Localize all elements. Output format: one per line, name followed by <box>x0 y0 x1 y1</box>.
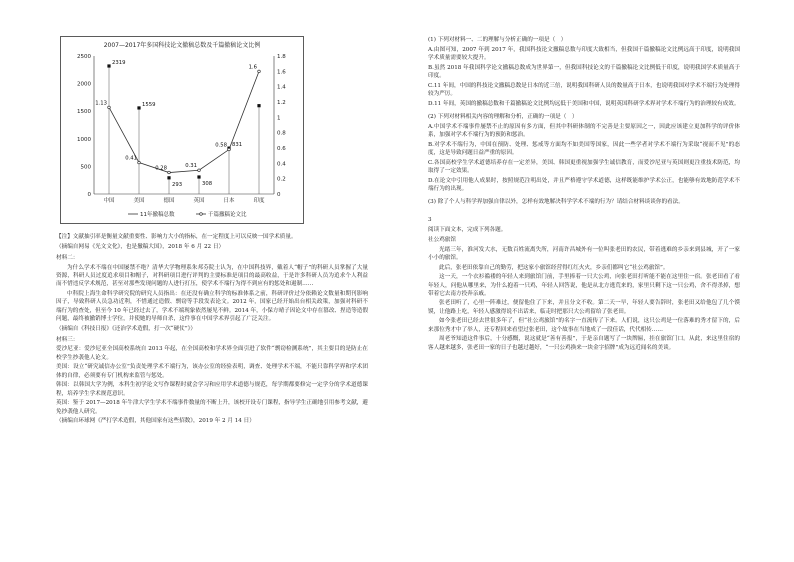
bar-data-label: 1559 <box>142 101 156 108</box>
y-right-tick-label: 1.4 <box>277 84 286 91</box>
material-3-paragraph-4: 英国：鉴于 2017—2018 年牛津大学生学术不端事件数量的不断上升，该校开设专门课程，指导学生正确地引用参考文献，避免抄袭他人研究。 <box>56 400 368 415</box>
ratio-point <box>198 169 201 172</box>
x-tick-label: 英国 <box>193 198 205 204</box>
question-2-option-c: C.各国高校学生学术道德培养存在一定差异，美国、韩国更重视加强学生诚信教育，而爱沙尼亚与英国则更注重技术防范，均取得了一定效果。 <box>428 159 740 174</box>
chart-frame <box>61 37 304 224</box>
chart-note: 【注】文献抽引率是衡量文献重要性、影响力大小的指标，在一定程度上可以反映一国学术质量。 <box>56 234 297 241</box>
y-left-tick-label: 1000 <box>77 136 91 143</box>
ratio-point <box>168 171 171 174</box>
story-paragraph-3: 这一天，一个衣衫褴褛的年轻人来到旅馆门前，手里捧着一只大公鸡，向张老田打听能不能在这里住一宿。张老田看了看年轻人，问他从哪里来，为什么抱着一只鸡，年轻人回答说，他是从北方逃荒来的，家里只剩下这一只公鸡，舍不得杀掉，想带着它去南方投奔亲戚。 <box>428 274 740 297</box>
ratio-data-label: 0.28 <box>155 165 167 172</box>
bar-marker <box>137 106 140 109</box>
story-paragraph-2: 此后，张老田依靠自己的勤劳，把这家小旅馆经营得红红火火，乡亲们都叫它“社公鸡旅馆”。 <box>439 264 669 271</box>
legend-line-label: 千篇撤稿论文比 <box>208 212 247 218</box>
source-3: （摘编自环球网《严打学术造假，其他国家有这些招数》，2019 年 2 月 14 日） <box>56 418 255 425</box>
bar-marker <box>107 64 110 67</box>
bar-data-label: 2319 <box>112 59 126 66</box>
withdrawal-chart <box>60 36 304 224</box>
y-right-tick-label: 0 <box>277 192 281 198</box>
y-right-tick-label: 1.2 <box>277 100 286 106</box>
source-1: （摘编自网易《光文文化》，也是撤稿大国》，2018 年 6 月 22 日） <box>56 243 225 250</box>
ratio-data-label: 1.6 <box>248 64 257 71</box>
x-tick-label: 德国 <box>163 198 175 204</box>
question-2-option-b: B.对学术不端行为，中国在预防、处理、惩戒等方面均不如美国等国家，因此一些学者对学术不端行为采取“视而不见”的态度，这是导致问题日益严重的原因。 <box>428 141 740 156</box>
story-title: 社公鸡旅馆 <box>428 236 456 243</box>
bar-data-label: 308 <box>202 180 213 187</box>
y-right-tick-label: 0.4 <box>277 161 286 168</box>
y-right-tick-label: 0.6 <box>277 146 286 152</box>
story-paragraph-5: 如今张老田已经去世很多年了，但“社公鸡旅馆”的名字一直流传了下来。人们说，这只公鸡是一位落难的秀才留下的，后来那位秀才中了举人，还专程回来看望过张老田，这个故事在当地成了一段佳话，代代相传…… <box>428 318 740 333</box>
y-right-tick-label: 1.6 <box>277 69 286 76</box>
ratio-data-label: 0.31 <box>185 163 197 170</box>
left-column <box>56 36 368 427</box>
material-3-paragraph-3: 韩国：以韩国大学为例，本科生初学论文写作课程时就会学习和应用学术道德与规范，每学期都要修完一定学分的学术道德课程，培养学生学术规范意识。 <box>56 382 368 397</box>
story-paragraph-4: 张老田听了，心里一阵难过，便留他住了下来，并且分文不收。第二天一早，年轻人要告辞时，张老田又给他包了几个馍馍，让他路上吃，年轻人感激得说不出话来，临走时把那只大公鸡留给了张老田。 <box>428 300 740 315</box>
question-1-option-c: C.11 年间，中国的科技论文撤稿总数是日本的近三倍，说明我国科研人员的数量高于日本，也说明我国对学术不端行为处理得较为严厉。 <box>428 82 740 97</box>
bar-data-label: 831 <box>232 142 243 149</box>
bar-marker <box>167 176 170 179</box>
question-1-option-d: D.11 年间，英国的撤稿总数和千篇撤稿论文比例均远低于美国和中国，说明英国科研学术界对学术不端行为的治理较有成效。 <box>428 100 740 107</box>
question-1: (1) 下列对材料一、二的理解与分析正确的一项是（ ） <box>428 37 567 43</box>
ratio-point <box>108 106 111 109</box>
y-right-tick-label: 1 <box>277 115 281 122</box>
question-2: (2) 下列对材料相关内容的理解和分析，正确的一项是（ ） <box>428 113 578 120</box>
legend-bars-label: 11年撤稿总数 <box>140 212 175 218</box>
bar-data-label: 293 <box>172 181 183 188</box>
section-instruction: 阅读下面文本，完成下列各题。 <box>428 227 507 234</box>
ratio-data-label: 0.58 <box>215 142 227 149</box>
right-column <box>428 36 740 353</box>
x-tick-label: 日本 <box>223 198 235 204</box>
section-number: 3 <box>428 217 432 224</box>
source-2: （摘编自《科技日报》《还治学术造假，打一次“硬仗”》） <box>56 325 196 332</box>
x-tick-label: 印度 <box>253 198 265 204</box>
ratio-point <box>138 161 141 164</box>
y-left-tick-label: 2500 <box>77 54 91 60</box>
y-left-tick-label: 500 <box>80 164 91 171</box>
material-3-paragraph-2: 美国：设立“研究诚信办公室”负责处理学术不端行为，该办公室的经验表明，调查、处理学术不端，不能只靠科学界和学术团体的自律，必须要有专门机构来监管与惩处。 <box>56 364 368 379</box>
material-2-paragraph-2: 中科院上海生命科学研究院的研究人员指出：在还没有确立科学的标准体系之前，科研评价过分依赖论文数量和期刊影响因子，导致科研人员急功近利，不惜通过造假、剽窃等手段发表论文。2012 年，国家已经开始出台相关政策，加强对科研不端行为的查处，但至今 10 年已经过去了，学术不端现象依然屡见不鲜。2014 年，小保方晴子因论文中存在篡改、捏造等造假问题，最终被撤销博士学位，并使她的导师自杀，这件事在中国学术界引起了广泛关注。 <box>56 291 368 322</box>
material-2-title: 材料二： <box>56 255 79 262</box>
story-paragraph-1: 光绪三年，淮河发大水，无数百姓流离失所，河南许昌城外有一位叫张老田的农民，带着逃难的乡亲来到县城，开了一家小小的旅馆。 <box>428 246 740 261</box>
chart-title: 2007—2017年多国科技论文撤稿总数及千篇撤稿论文比例 <box>103 42 261 49</box>
y-right-tick-label: 0.8 <box>277 130 286 137</box>
y-right-tick-label: 1.8 <box>277 54 286 60</box>
ratio-data-label: 0.41 <box>125 155 137 162</box>
bar-marker <box>257 104 260 107</box>
material-2-paragraph-1: 为什么学术不端在中国屡禁不绝？清华大学物理系朱邦芬院士认为，在中国科技界，戴着人“帽子”的科研人员掌握了大量资源，科研人员过度追求项目和帽子，对科研项目进行评判的主要标准是项目的最高收益，于是许多科研人员为追求个人利益而不惜违反学术规范，甚至对那些发现问题的人进行打压，使学术不端行为得不到应有的惩处和遏制…… <box>56 264 368 288</box>
y-left-tick-label: 2000 <box>77 81 91 88</box>
y-left-tick-label: 0 <box>87 192 91 198</box>
ratio-data-label: 1.13 <box>95 100 107 107</box>
y-left-tick-label: 1500 <box>77 109 91 116</box>
question-2-option-d: D.在论文中引用他人成果时，按照规范注明出处，并且严格遵守学术道德，这样既能维护学术公正，也能够有效地防范学术不端行为的出现。 <box>428 177 740 192</box>
material-3-paragraph-1: 爱沙尼亚：爱沙尼亚全国高校系统自 2013 年起，在全国高校和学术界全面引进了软件“剽窃检测系统”，其主要目的是防止在校学生抄袭他人论文。 <box>56 346 368 361</box>
ratio-point <box>258 70 261 73</box>
question-3: (3) 除了个人与科学界加强自律以外，怎样有效地解决科学学术不端的行为？请结合材料谈谈你的看法。 <box>428 199 684 206</box>
bar-marker <box>197 175 200 178</box>
ratio-point <box>228 148 231 151</box>
question-2-option-a: A.中国学术不端事件屡禁不止的原因有多方面，但其中科研体制的不完善是主要原因之一，因此应该建立更加科学的评价体系，加强对学术不端行为的预防和惩治。 <box>428 123 740 138</box>
legend-line-marker <box>200 213 203 216</box>
x-tick-label: 美国 <box>133 198 145 204</box>
x-tick-label: 中国 <box>103 198 115 204</box>
material-3-title: 材料三： <box>56 336 79 343</box>
y-right-tick-label: 0.2 <box>277 176 286 183</box>
story-paragraph-6: 周老爷知道这件事后，十分感慨，说这就是“善有善报”，于是亲自题写了一块牌匾，挂在旅馆门口。从此，来这里住宿的客人越来越多，张老田一家的日子也越过越好，“一只公鸡换来一块金字招牌”成为远近闻名的美谈。 <box>428 336 740 351</box>
question-1-option-b: B.虽然 2018 年我国科学论文撤稿总数成为世界第一，但我国科技论文的千篇撤稿论文比例低于印度，说明我国学术质量高于印度。 <box>428 64 740 79</box>
question-1-option-a: A.由图可知，2007 年到 2017 年，我国科技论文撤稿总数与印度大致相当，但我国千篇撤稿论文比例远高于印度，说明我国学术质量需要较大提升。 <box>428 46 740 61</box>
